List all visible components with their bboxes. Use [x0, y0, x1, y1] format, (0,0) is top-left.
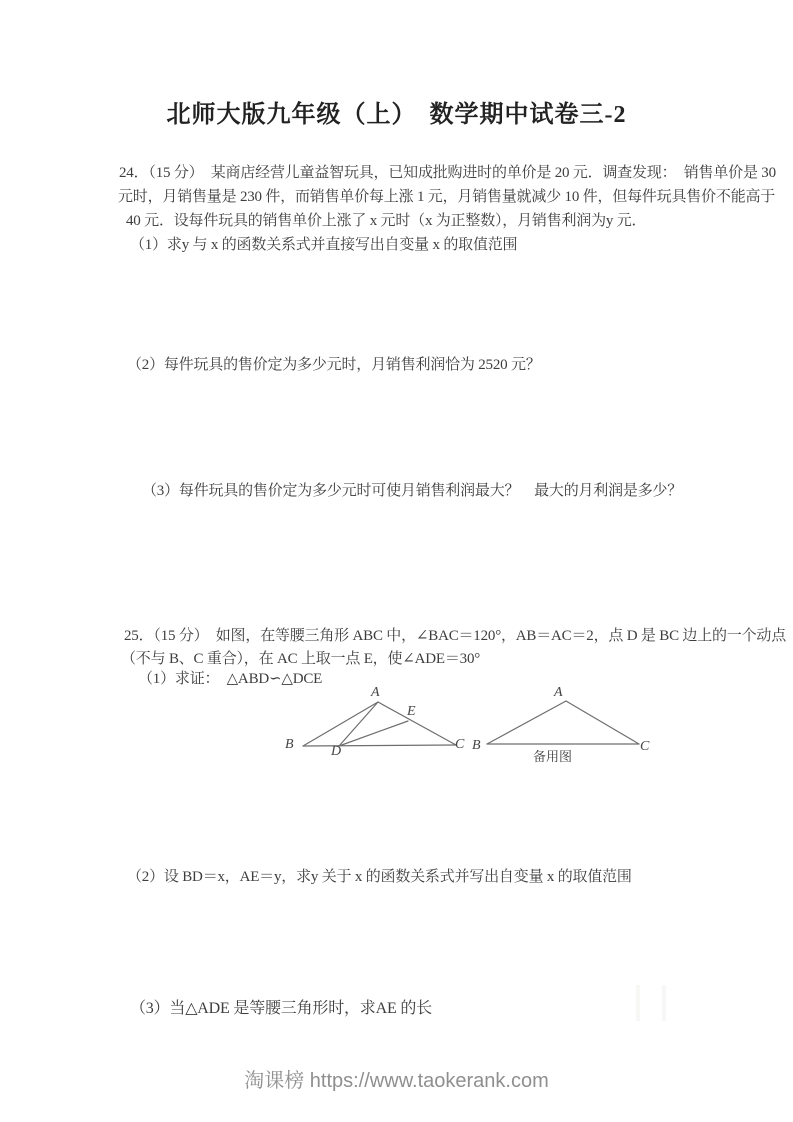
q24-line-3: 40 元．设每件玩具的销售单价上涨了 x 元时（x 为正整数），月销售利润为y 元． — [126, 213, 647, 229]
q24-part-2: （2）每件玩具的售价定为多少元时，月销售利润恰为 2520 元？ — [127, 357, 541, 373]
figure-spare-label-a: A — [554, 685, 563, 700]
q25-line-2: （不与 B、C 重合），在 AC 上取一点 E，使∠ADE＝30° — [121, 651, 481, 667]
figure-spare-caption: 备用图 — [533, 749, 573, 764]
figure-spare-label-b: B — [472, 738, 481, 753]
page-title: 北师大版九年级（上） 数学期中试卷三-2 — [166, 102, 627, 128]
q24-part-3: （3）每件玩具的售价定为多少元时可使月销售利润最大？ 最大的月利润是多少？ — [142, 483, 683, 499]
q24-line-2: 元时，月销售量是 230 件，而销售单价每上涨 1 元，月销售量就减少 10 件，但每件玩具售价不能高于 — [118, 189, 776, 205]
q25-part-1: （1）求证： △ABD∽△DCE — [138, 671, 323, 687]
q24-line-1: 24．（15 分） 某商店经营儿童益智玩具，已知成批购进时的单价是 20 元．调查发现： 销售单价是 30 — [119, 165, 776, 181]
figure-main-label-b: B — [285, 737, 294, 752]
triangle-main-lines — [303, 702, 456, 746]
footer-watermark: 淘课榜 https://www.taokerank.com — [244, 1070, 549, 1092]
figure-main-label-a: A — [371, 685, 380, 700]
scan-artifact — [636, 985, 640, 1021]
q25-part-2: （2）设 BD＝x，AE＝y，求y 关于 x 的函数关系式并写出自变量 x 的取值范围 — [127, 869, 632, 885]
figure-spare-label-c: C — [640, 739, 650, 754]
scan-artifact — [662, 985, 666, 1021]
q24-part-1: （1）求y 与 x 的函数关系式并直接写出自变量 x 的取值范围 — [130, 237, 518, 253]
q25-line-1: 25．（15 分） 如图，在等腰三角形 ABC 中，∠BAC＝120°，AB＝AC＝2，点 D 是 BC 边上的一个动点 — [124, 628, 787, 644]
figure-main-label-d: D — [331, 744, 342, 759]
figure-main-label-c: C — [455, 737, 465, 752]
figure-main-label-e: E — [407, 704, 416, 719]
triangle-spare-lines — [487, 701, 639, 744]
q25-part-3: （3）当△ADE 是等腰三角形时，求AE 的长 — [130, 1000, 432, 1017]
